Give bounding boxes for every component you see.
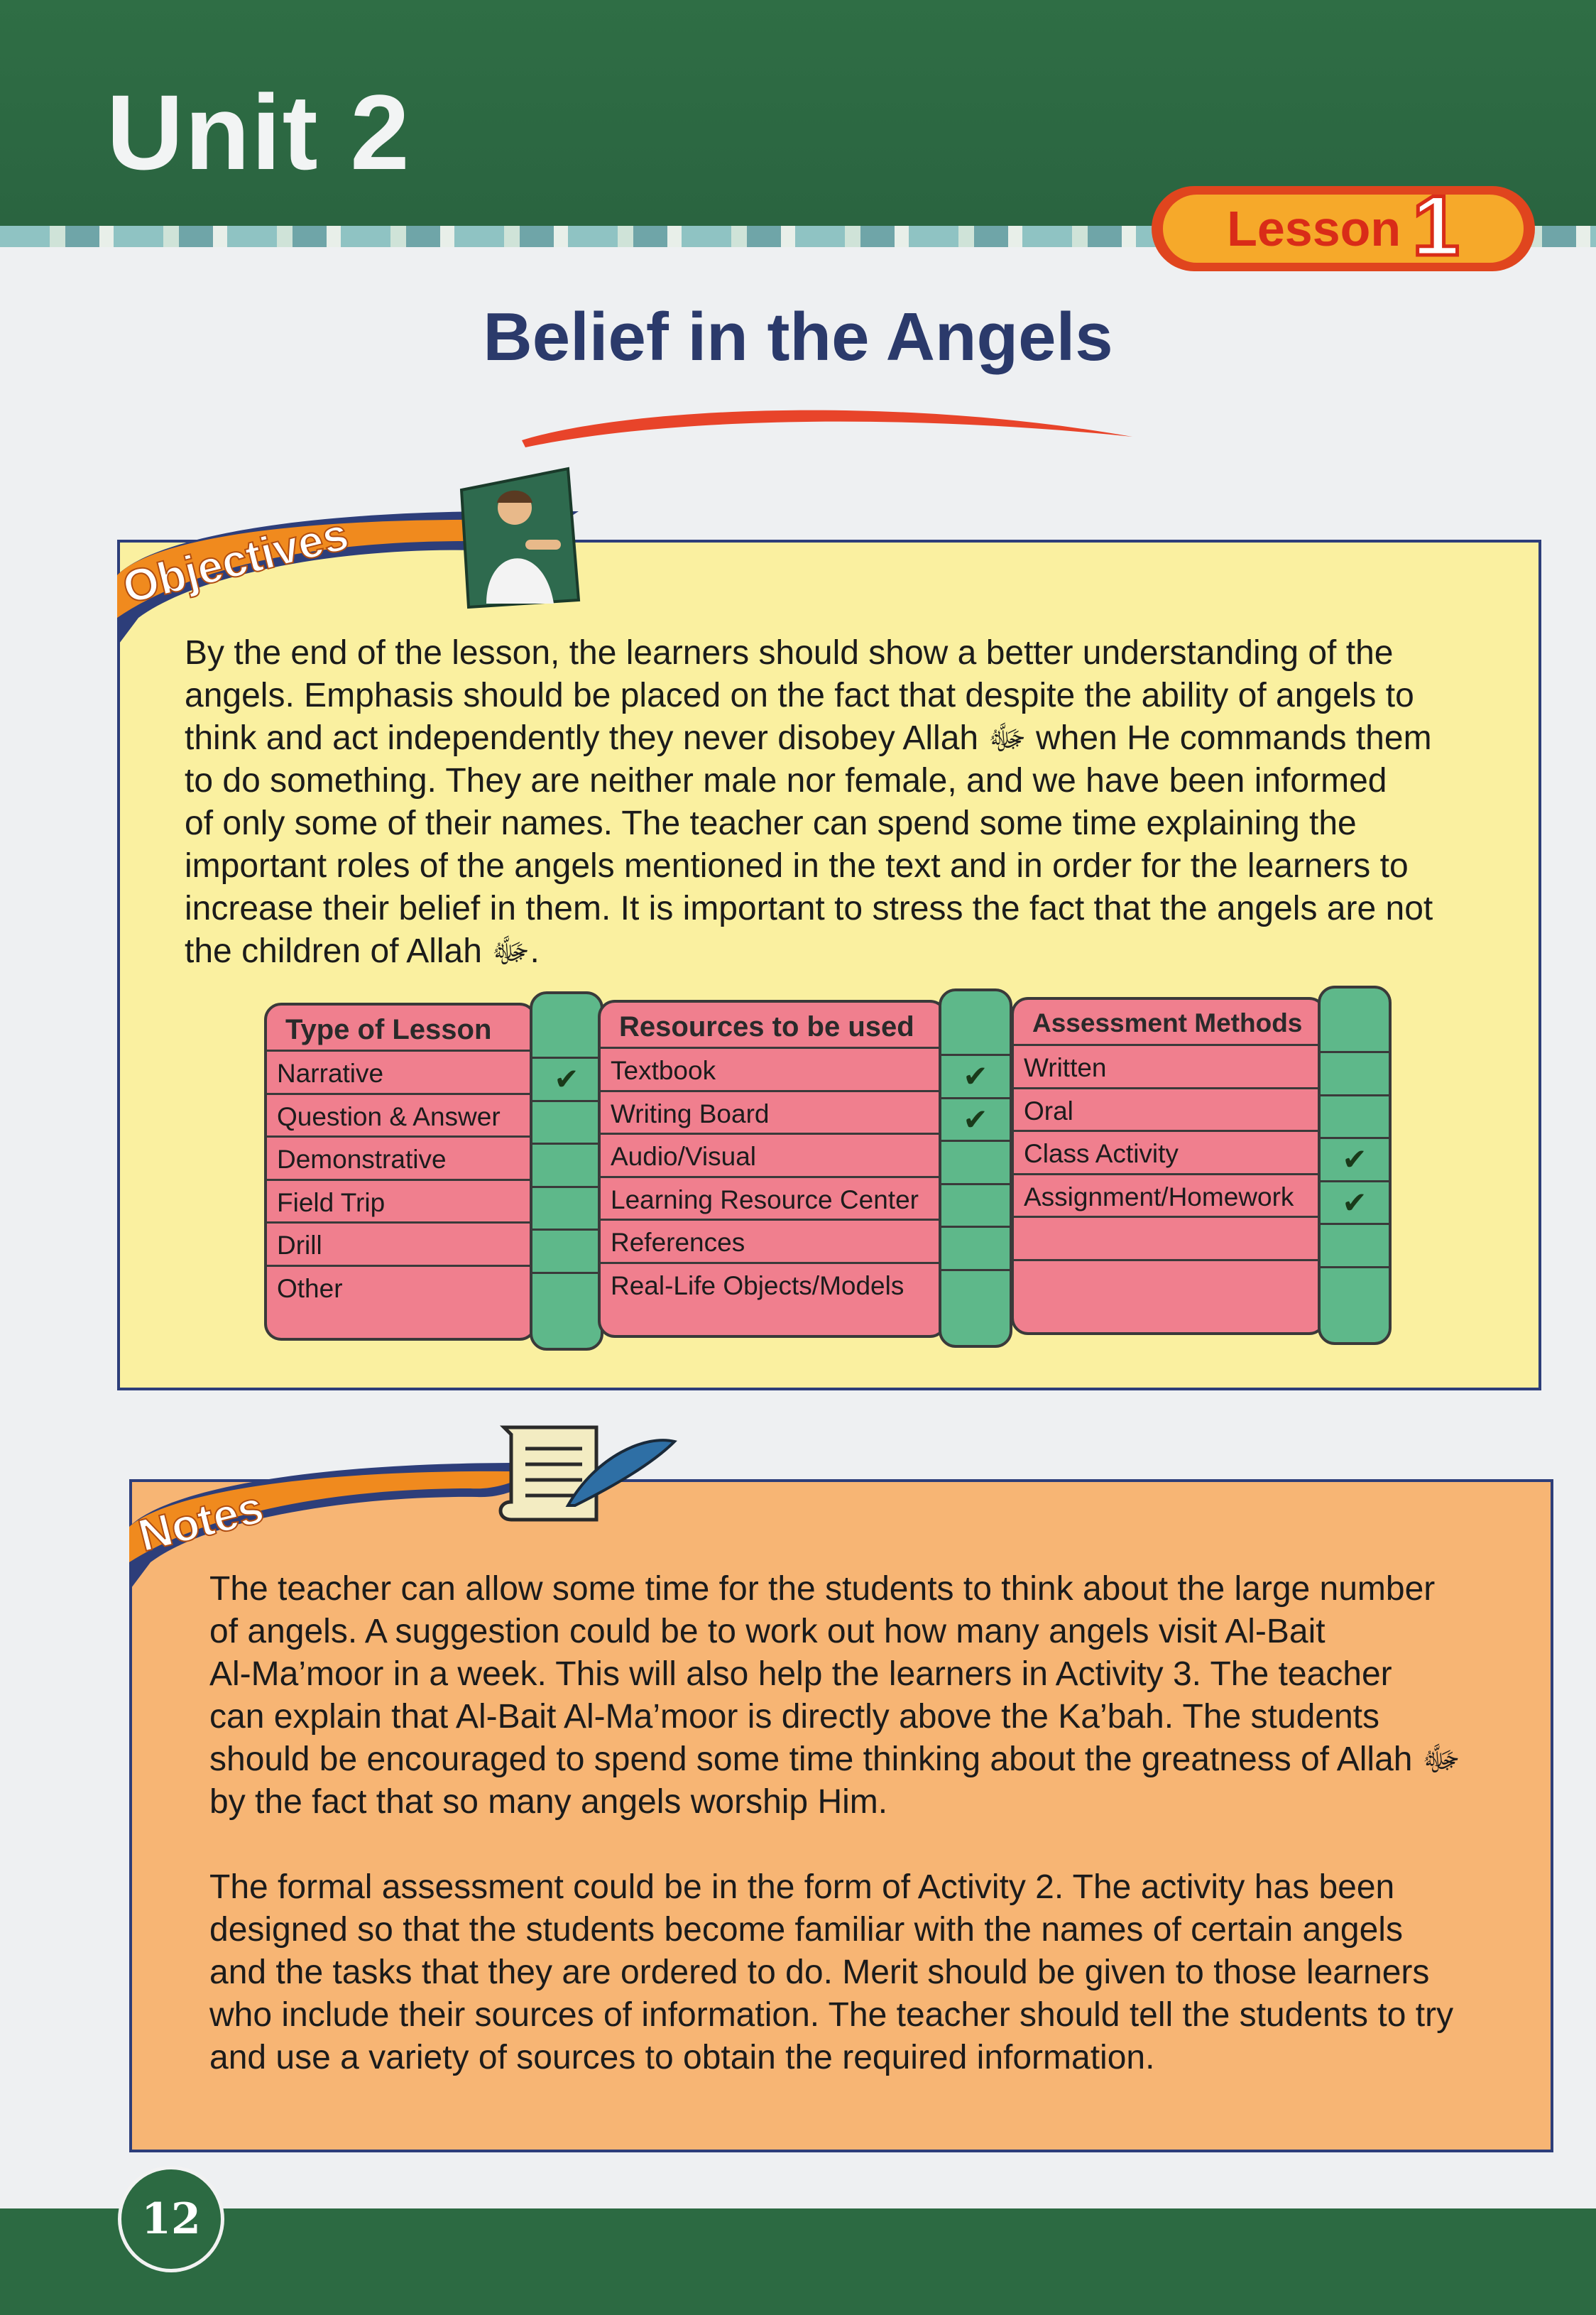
check-icon xyxy=(1321,1094,1389,1138)
objectives-line: the children of Allah ﷻ. xyxy=(185,932,540,970)
objectives-heading: Objectives xyxy=(117,508,354,614)
check-icon xyxy=(532,1100,601,1143)
resources-header: Resources to be used xyxy=(619,1011,914,1042)
unit-title: Unit 2 xyxy=(106,72,411,192)
table-row: Class Activity xyxy=(1014,1130,1323,1173)
table-row: Textbook xyxy=(601,1047,944,1090)
table-row: References xyxy=(601,1219,944,1262)
check-icon: ✔ xyxy=(941,1054,1010,1097)
page-number: 12 xyxy=(118,2166,224,2272)
notes-line: can explain that Al-Bait Al-Ma’moor is directly above the Ka’bah. The students xyxy=(209,1698,1380,1736)
table-row: Drill xyxy=(267,1221,534,1265)
objectives-line: to do something. They are neither male nor female, and we have been informed xyxy=(185,762,1387,800)
check-icon: ✔ xyxy=(532,1057,601,1100)
objectives-line: of only some of their names. The teacher can spend some time explaining the xyxy=(185,805,1357,842)
check-icon xyxy=(532,1186,601,1229)
check-icon xyxy=(941,1226,1010,1269)
table-row: Field Trip xyxy=(267,1179,534,1222)
notes-line: who include their sources of information. The teacher should tell the students to try xyxy=(209,1996,1454,2034)
objectives-text xyxy=(185,632,1519,973)
table-row xyxy=(1014,1259,1323,1302)
check-icon: ✔ xyxy=(1321,1137,1389,1180)
notes-heading: Notes xyxy=(133,1481,268,1562)
notes-line: of angels. A suggestion could be to work out how many angels visit Al-Bait xyxy=(209,1613,1326,1650)
type-of-lesson-checks xyxy=(530,991,603,1351)
check-icon: ✔ xyxy=(1321,1180,1389,1224)
lesson-number: 1 xyxy=(1412,178,1460,273)
check-icon xyxy=(1321,1266,1389,1309)
notes-line: and the tasks that they are ordered to do. Merit should be given to those learners xyxy=(209,1954,1430,1991)
table-row: Narrative xyxy=(267,1050,534,1093)
table-row: Writing Board xyxy=(601,1090,944,1133)
check-icon xyxy=(532,1143,601,1186)
notes-line: by the fact that so many angels worship Him. xyxy=(209,1783,888,1821)
assessment-column xyxy=(1011,997,1326,1335)
objectives-line: By the end of the lesson, the learners should show a better understanding of the xyxy=(185,634,1394,672)
table-row: Demonstrative xyxy=(267,1135,534,1179)
notes-paragraph-2 xyxy=(209,1866,1530,2079)
objectives-line: important roles of the angels mentioned in the text and in order for the learners to xyxy=(185,847,1409,885)
check-icon xyxy=(1321,1223,1389,1266)
check-icon xyxy=(941,1269,1010,1312)
table-row: Audio/Visual xyxy=(601,1133,944,1176)
check-icon xyxy=(941,1183,1010,1226)
table-row: Oral xyxy=(1014,1087,1323,1131)
table-row: Assignment/Homework xyxy=(1014,1173,1323,1216)
notes-line: The formal assessment could be in the form of Activity 2. The activity has been xyxy=(209,1868,1395,1906)
check-icon xyxy=(941,1140,1010,1183)
page-title: Belief in the Angels xyxy=(483,299,1113,375)
resources-checks xyxy=(939,988,1012,1348)
lesson-label: Lesson xyxy=(1227,201,1401,256)
check-icon: ✔ xyxy=(941,1097,1010,1140)
table-row: Question & Answer xyxy=(267,1093,534,1136)
check-icon xyxy=(532,1272,601,1315)
scroll-quill-icon xyxy=(490,1413,682,1534)
assessment-checks xyxy=(1318,986,1392,1345)
teacher-illustration xyxy=(454,462,582,611)
type-of-lesson-header: Type of Lesson xyxy=(285,1014,492,1045)
title-underline-swoosh xyxy=(518,398,1136,447)
table-row xyxy=(1014,1216,1323,1259)
assessment-header: Assessment Methods xyxy=(1032,1008,1303,1037)
notes-line: should be encouraged to spend some time thinking about the greatness of Allah ﷻ xyxy=(209,1741,1461,1778)
table-row: Written xyxy=(1014,1044,1323,1087)
lesson-badge-inner xyxy=(1163,178,1524,273)
notes-line: The teacher can allow some time for the students to think about the large number xyxy=(209,1570,1436,1608)
check-icon xyxy=(532,1229,601,1272)
notes-line: designed so that the students become familiar with the names of certain angels xyxy=(209,1911,1403,1949)
notes-line: and use a variety of sources to obtain the required information. xyxy=(209,2039,1155,2076)
check-icon xyxy=(1321,1051,1389,1094)
resources-column xyxy=(598,1000,947,1338)
objectives-line: increase their belief in them. It is important to stress the fact that the angels are not xyxy=(185,890,1433,927)
footer-band xyxy=(0,2208,1596,2315)
type-of-lesson-column xyxy=(264,1003,537,1341)
notes-paragraph-1 xyxy=(209,1568,1530,1824)
objectives-line: angels. Emphasis should be placed on the fact that despite the ability of angels to xyxy=(185,677,1414,714)
table-row: Learning Resource Center xyxy=(601,1176,944,1219)
table-row: Other xyxy=(267,1265,534,1308)
notes-line: Al-Ma’moor in a week. This will also help the learners in Activity 3. The teacher xyxy=(209,1655,1392,1693)
table-row: Real-Life Objects/Models xyxy=(601,1262,944,1305)
objectives-line: think and act independently they never disobey Allah ﷻ when He commands them xyxy=(185,719,1432,757)
